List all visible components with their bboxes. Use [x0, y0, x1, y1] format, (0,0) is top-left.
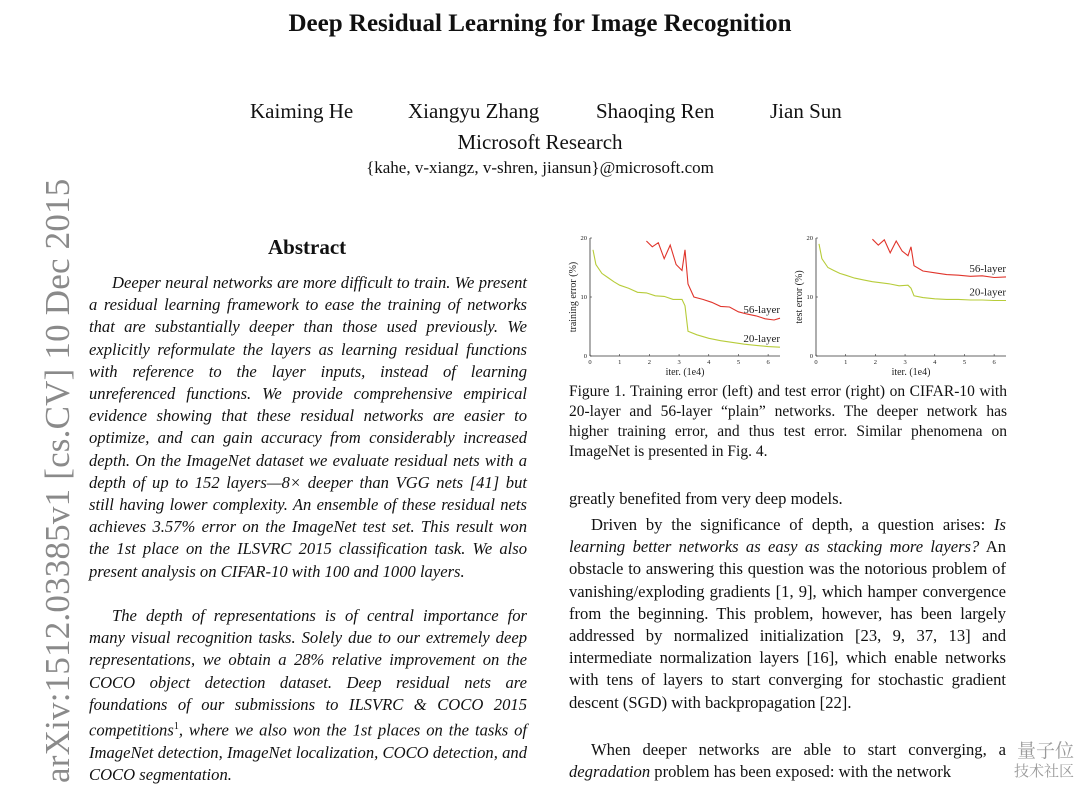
author-name: Shaoqing Ren: [596, 99, 715, 123]
x-tick-label: 6: [766, 359, 770, 366]
series-label: 20-layer: [969, 286, 1006, 299]
x-tick-label: 2: [647, 359, 651, 366]
series-label: 56-layer: [969, 262, 1006, 275]
series-label: 56-layer: [743, 304, 780, 317]
emphasis-term: degradation: [569, 762, 651, 782]
footnote-marker: 1: [173, 721, 179, 733]
body-paragraph: [569, 514, 1006, 714]
abstract-text: The depth of representations is of central importance for many visual recognition tasks. Solely due to our extremely deep representations, we obtain a 28% relative improvement on the COCO object detection dataset. Deep residual nets are foundations of our submissions to ILSVRC & COCO 2015 competitions: [89, 606, 527, 740]
x-tick-label: 0: [814, 359, 818, 366]
abstract-heading: Abstract: [268, 235, 347, 259]
test-error-chart: [790, 232, 1020, 377]
body-text: problem has been exposed: with the network: [650, 762, 952, 782]
wechat-watermark: 量子位: [1016, 740, 1074, 762]
body-text: Driven by the significance of depth, a question arises:: [591, 515, 995, 534]
author-emails: {kahe, v-xiangz, v-shren, jiansun}@microsoft.com: [366, 158, 714, 177]
y-tick-label: 10: [580, 294, 587, 301]
body-text: An obstacle to answering this question was the notorious problem of vanishing/exploding gradients [1, 9], which hamper convergence from the beginning. This problem, however, has been largely addressed by normalized initialization [23, 9, 37, 13] and intermediate normalization layers [16], which enable networks with tens of layers to start converging for stochastic gradient descent (SGD) with backpropagation [22].: [569, 537, 1006, 712]
affiliation: Microsoft Research: [457, 130, 623, 154]
test-error-plot: [790, 232, 1020, 382]
x-tick-label: 3: [677, 359, 681, 366]
training-error-chart: [564, 232, 794, 377]
y-tick-label: 20: [580, 235, 587, 242]
x-tick-label: 6: [992, 359, 996, 366]
body-paragraph: [569, 739, 1006, 783]
figure-caption: Figure 1. Training error (left) and test error (right) on CIFAR-10 with 20-layer and 56-layer “plain” networks. The deeper network has higher training error, and thus test error. Similar phenomena on ImageNet is presented in Fig. 4.: [569, 383, 1007, 460]
abstract-text: , where we also won the 1st places on the tasks of ImageNet detection, ImageNet localization, COCO detection, and COCO segmentation.: [89, 720, 527, 784]
abstract-paragraph: Deeper neural networks are more difficult to train. We present a residual learning framework to ease the training of networks that are substantially deeper than those used previously. We explicitly reformulate the layers as learning residual functions with reference to the layer inputs, instead of learning unreferenced functions. We provide comprehensive empirical evidence showing that these residual networks are easier to optimize, and can gain accuracy from considerably increased depth. On the ImageNet dataset we evaluate residual nets with a depth of up to 152 layers—8× deeper than VGG nets [41] but still having lower complexity. An ensemble of these residual nets achieves 3.57% error on the ImageNet test set. This result won the 1st place on the ILSVRC 2015 classification task. We also present analysis on CIFAR-10 with 100 and 1000 layers.: [89, 273, 527, 581]
x-tick-label: 5: [962, 359, 967, 366]
training-error-plot: [564, 232, 794, 382]
author-name: Xiangyu Zhang: [408, 99, 540, 123]
arxiv-stamp: arXiv:1512.03385v1 [cs.CV] 10 Dec 2015: [38, 178, 77, 783]
x-axis-label: iter. (1e4): [891, 367, 931, 378]
x-tick-label: 1: [618, 359, 622, 366]
watermark-subtitle: 技术社区: [1013, 762, 1074, 780]
author-name: Jian Sun: [770, 99, 842, 123]
abstract-paragraph: [89, 605, 527, 786]
y-tick-label: 10: [806, 294, 813, 301]
x-tick-label: 1: [844, 359, 848, 366]
body-paragraph: greatly benefited from very deep models.: [569, 489, 843, 508]
y-tick-label: 0: [809, 353, 813, 360]
x-tick-label: 4: [933, 359, 937, 366]
y-axis-label: training error (%): [568, 261, 579, 333]
x-axis-label: iter. (1e4): [665, 367, 705, 378]
series-label: 20-layer: [743, 333, 780, 346]
y-axis-label: test error (%): [794, 270, 805, 324]
author-name: Kaiming He: [250, 99, 354, 123]
body-text: When deeper networks are able to start converging, a: [591, 740, 1006, 759]
x-tick-label: 3: [903, 359, 907, 366]
x-tick-label: 0: [588, 359, 592, 366]
x-tick-label: 5: [736, 359, 741, 366]
x-tick-label: 4: [707, 359, 711, 366]
x-tick-label: 2: [873, 359, 877, 366]
paper-title: Deep Residual Learning for Image Recognition: [288, 10, 792, 37]
y-tick-label: 0: [583, 353, 587, 360]
y-tick-label: 20: [806, 235, 813, 242]
research-question: Is learning better networks as easy as stacking more layers?: [569, 515, 1006, 557]
